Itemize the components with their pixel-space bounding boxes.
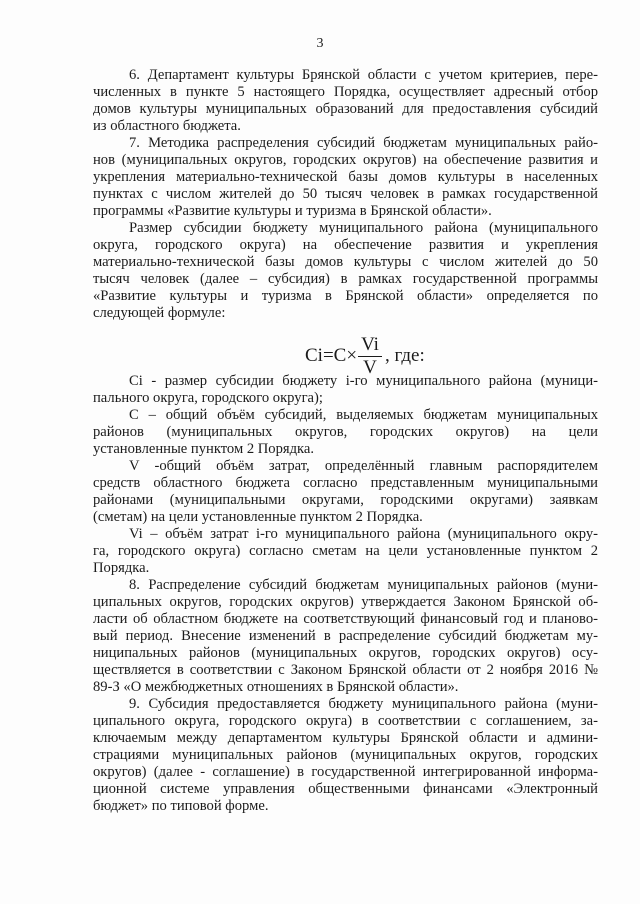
text-line: Ci - размер субсидии бюджету i-го муниципального района (муници- <box>129 373 598 389</box>
text-line: вый период. Внесение изменений в распределение субсидий бюджетам му- <box>93 628 598 644</box>
text-line: численных в пункте 5 настоящего Порядка, осуществляет адресный отбор <box>93 84 598 100</box>
text-line: страциями муниципальных районов (муниципальных округов, городских <box>93 747 598 763</box>
document-body <box>93 67 598 815</box>
text-line: га, городского округа) согласно сметам на цели установленные пунктом 2 <box>93 543 598 559</box>
page-number: 3 <box>316 36 324 51</box>
text-line: программы «Развитие культуры и туризма в Брянской области». <box>93 203 492 219</box>
text-line: округа, городского округа) на обеспечение развития и укрепления <box>93 237 598 253</box>
text-line: бюджет» по типовой форме. <box>93 798 269 814</box>
text-line: нов (муниципальных округов, городских округов) на обеспечение развития и <box>93 152 598 168</box>
formula-fraction <box>358 335 382 378</box>
text-line: V -общий объём затрат, определённый главным распорядителем <box>129 458 598 474</box>
text-line: ционной системе управления общественными финансами «Электронный <box>93 781 598 797</box>
text-line: ласти об областном бюджете на соответствующий финансовый год и планово- <box>93 611 598 627</box>
formula-numerator: Vi <box>361 334 379 355</box>
text-line: установленные пунктом 2 Порядка. <box>93 441 315 457</box>
formula-left-side: Ci=C× <box>305 345 358 366</box>
text-line: «Развитие культуры и туризма в Брянской области» определяется по <box>93 288 598 304</box>
text-line: Vi – объём затрат i-го муниципального района (муниципального окру- <box>129 526 598 542</box>
text-line: 8. Распределение субсидий бюджетам муниципальных районов (муни- <box>129 577 598 593</box>
text-line: округов) (далее - соглашение) в государственной интегрированной информа- <box>93 764 598 780</box>
text-line: ществляется в соответствии с Законом Брянской области от 2 ноября 2016 № <box>93 662 598 678</box>
text-line: укрепления материально-технической базы домов культуры в населенных <box>93 169 598 185</box>
text-line: Порядка. <box>93 560 150 576</box>
text-line: ципального округа, городского округа) в соответствии с соглашением, за- <box>93 713 598 729</box>
text-line: ципальных округов, городских округов) утверждается Законом Брянской об- <box>93 594 598 610</box>
text-line: 6. Департамент культуры Брянской области с учетом критериев, пере- <box>129 67 598 83</box>
text-line: 9. Субсидия предоставляется бюджету муниципального района (муни- <box>129 696 598 712</box>
text-line: ключаемым между департаментом культуры Брянской области и админи- <box>93 730 598 746</box>
text-line: следующей формуле: <box>93 305 226 321</box>
text-line: материально-технической базы домов культуры с числом жителей до 50 <box>93 254 598 270</box>
text-line: ниципальных районов (муниципальных округов, городских округов) осу- <box>93 645 598 661</box>
formula-suffix: , где: <box>385 345 425 366</box>
text-line: средств областного бюджета согласно представленным муниципальными <box>93 475 598 491</box>
text-line: 89-З «О межбюджетных отношениях в Брянской области». <box>93 679 459 695</box>
text-line: домов культуры муниципальных образований для предоставления субсидий <box>93 101 598 117</box>
subsidy-formula <box>305 335 425 377</box>
text-line: пунктах с числом жителей до 50 тысяч человек в рамках государственной <box>93 186 598 202</box>
formula-denominator: V <box>363 357 377 378</box>
text-line: (сметам) на цели установленные пунктом 2 Порядка. <box>93 509 423 525</box>
text-line: С – общий объём субсидий, выделяемых бюджетам муниципальных <box>129 407 598 423</box>
text-line: 7. Методика распределения субсидий бюджетам муниципальных райо- <box>129 135 598 151</box>
text-line: районами (муниципальными округами, городскими округами) заявкам <box>93 492 598 508</box>
text-line: тысяч человек (далее – субсидия) в рамках государственной программы <box>93 271 598 287</box>
text-line: из областного бюджета. <box>93 118 241 134</box>
text-line: районов (муниципальных округов, городских округов) на цели <box>93 424 598 440</box>
text-line: пального округа, городского округа); <box>93 390 323 406</box>
text-line: Размер субсидии бюджету муниципального района (муниципального <box>129 220 598 236</box>
